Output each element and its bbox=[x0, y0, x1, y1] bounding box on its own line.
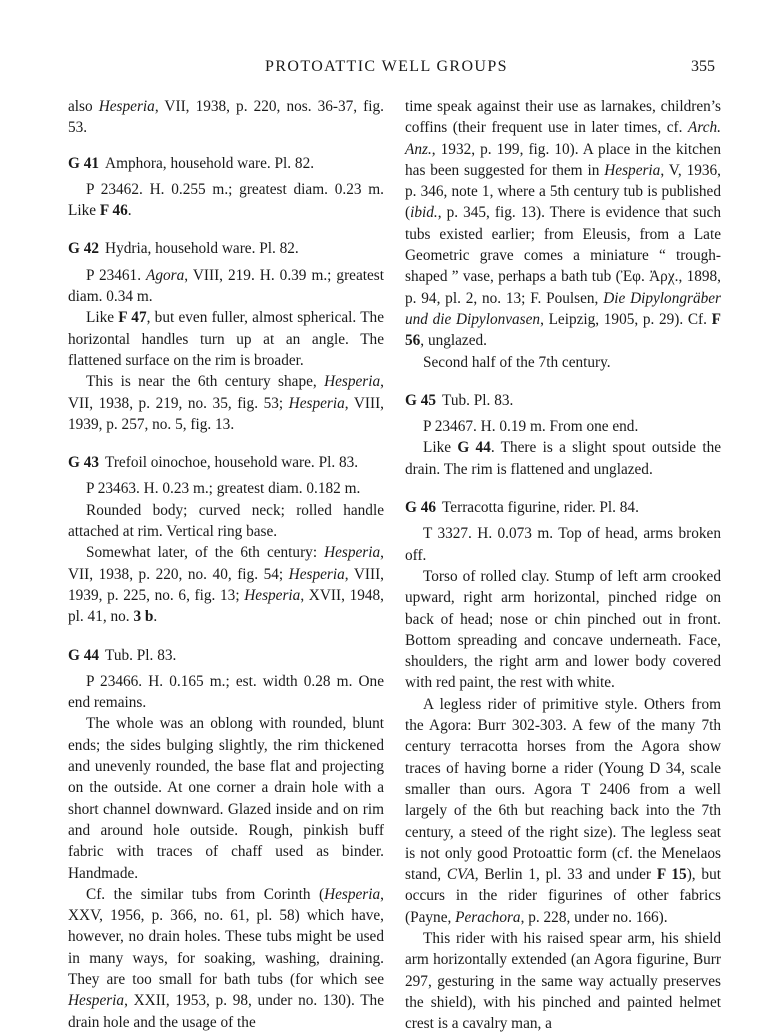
entry-title: Tub. Pl. 83. bbox=[442, 391, 514, 409]
catalogue-entry-g42-heading bbox=[68, 238, 384, 259]
entry-note: Cf. the similar tubs from Corinth (Hesperia, XXV, 1956, p. 366, no. 61, pl. 58) which have, however, no drain holes. These tubs might be used in many ways, for soaking, washing, draining. They are too small for bath tubs (for which see Hesperia, XXII, 1953, p. 98, under no. 130). The drain hole and the usage of the bbox=[68, 885, 384, 1031]
left-column bbox=[68, 96, 384, 1033]
catalogue-entry-g44-heading bbox=[68, 645, 384, 666]
entry-title: Amphora, household ware. Pl. 82. bbox=[105, 154, 315, 172]
catalogue-entry-g46-heading bbox=[405, 497, 721, 518]
entry-description: Like F 47, but even fuller, almost spherical. The horizontal handles turn up at an angle. The flattened surface on the rim is broader. bbox=[68, 309, 384, 369]
entry-note: This is near the 6th century shape, Hesperia, VII, 1938, p. 219, no. 35, fig. 53; Hesperia, VIII, 1939, p. 257, no. 5, fig. 13. bbox=[68, 373, 384, 433]
running-head-title: PROTOATTIC WELL GROUPS bbox=[265, 58, 508, 75]
catalogue-entry-g41-heading bbox=[68, 153, 384, 174]
catalogue-id: G 46 bbox=[405, 499, 437, 517]
entry-description: Like G 44. There is a slight spout outside the drain. The rim is flattened and unglazed. bbox=[405, 439, 722, 478]
intro-continuation: also Hesperia, VII, 1938, p. 220, nos. 36-37, fig. 53. bbox=[68, 98, 384, 137]
right-column bbox=[405, 96, 721, 1034]
catalogue-entry-g43-heading bbox=[68, 452, 384, 473]
entry-detail: P 23461. Agora, VIII, 219. H. 0.39 m.; greatest diam. 0.34 m. bbox=[68, 266, 384, 306]
catalogue-entry-g45-heading bbox=[405, 390, 721, 411]
running-head bbox=[0, 58, 773, 82]
catalogue-id: G 41 bbox=[68, 154, 100, 172]
entry-note: This rider with his raised spear arm, his shield arm horizontally extended (an Agora figurine, Burr 297, gesturing in the same way actually preserves the shield), with his pinched and painted helmet crest is a cavalry man, a bbox=[405, 929, 721, 1033]
entry-title: Hydria, household ware. Pl. 82. bbox=[105, 240, 299, 258]
entry-detail: P 23463. H. 0.23 m.; greatest diam. 0.182 m. bbox=[86, 480, 361, 498]
catalogue-id: G 42 bbox=[68, 240, 100, 258]
entry-detail: P 23462. H. 0.255 m.; greatest diam. 0.23 m. Like F 46. bbox=[68, 180, 384, 220]
entry-detail: P 23466. H. 0.165 m.; est. width 0.28 m. One end remains. bbox=[68, 672, 384, 712]
entry-detail: T 3327. H. 0.073 m. Top of head, arms broken off. bbox=[405, 525, 721, 564]
entry-title: Trefoil oinochoe, household ware. Pl. 83. bbox=[105, 454, 359, 472]
entry-date: Second half of the 7th century. bbox=[423, 353, 611, 371]
entry-description: Rounded body; curved neck; rolled handle attached at rim. Vertical ring base. bbox=[68, 501, 384, 541]
catalogue-id: G 44 bbox=[68, 646, 100, 664]
entry-detail: P 23467. H. 0.19 m. From one end. bbox=[423, 418, 639, 436]
entry-note: Somewhat later, of the 6th century: Hesperia, VII, 1938, p. 220, no. 40, fig. 54; Hesperia, VIII, 1939, p. 225, no. 6, fig. 13; Hesperia, XVII, 1948, pl. 41, no. 3 b. bbox=[68, 544, 384, 626]
catalogue-id: G 45 bbox=[405, 391, 437, 409]
tub-note-continuation: time speak against their use as larnakes, children’s coffins (their frequent use in later times, cf. Arch. Anz., 1932, p. 199, fig. 10). A place in the kitchen has been suggested for them in Hesperia, V, 1936, p. 346, note 1, where a 5th century tub is published (ibid., p. 345, fig. 13). There is evidence that such tubs existed earlier; from Eleusis, from a Late Geometric grave comes a miniature “ trough-shaped ” vase, perhaps a bath tub (Ἐφ. Ἀρχ., 1898, p. 94, pl. 2, no. 13; F. Poulsen, Die Dipylongräber und die Dipylonvasen, Leipzig, 1905, p. 29). Cf. F 56, unglazed. bbox=[405, 98, 721, 350]
entry-title: Terracotta figurine, rider. Pl. 84. bbox=[442, 499, 639, 517]
entry-note: A legless rider of primitive style. Others from the Agora: Burr 302-303. A few of the many 7th century terracotta horses from the Agora show traces of having borne a rider (Young D 34, scale smaller than ours. Agora T 2406 from a well largely of the 6th but reaching back into the 7th century, a steed of the right size). The legless seat is not only good Protoattic form (cf. the Menelaos stand, CVA, Berlin 1, pl. 33 and under F 15), but occurs in the rider figurines of other fabrics (Payne, Perachora, p. 228, under no. 166). bbox=[405, 695, 721, 926]
entry-title: Tub. Pl. 83. bbox=[105, 646, 177, 664]
entry-description: Torso of rolled clay. Stump of left arm crooked upward, right arm horizontal, pinched ridge on back of head; nose or chin pinched out in front. Bottom spreading and concave underneath. Face, shoulders, the right arm and lower body covered with red paint, the rest with white. bbox=[405, 567, 721, 692]
catalogue-id: G 43 bbox=[68, 454, 100, 472]
page-number: 355 bbox=[691, 58, 715, 75]
entry-description: The whole was an oblong with rounded, blunt ends; the sides bulging slightly, the rim thickened and unevenly rounded, the base flat and projecting on the outside. At one corner a drain hole with a short channel downward. Glazed inside and on rim and around hole outside. Rough, pinkish buff fabric with traces of chaff used as binder. Handmade. bbox=[68, 715, 384, 882]
